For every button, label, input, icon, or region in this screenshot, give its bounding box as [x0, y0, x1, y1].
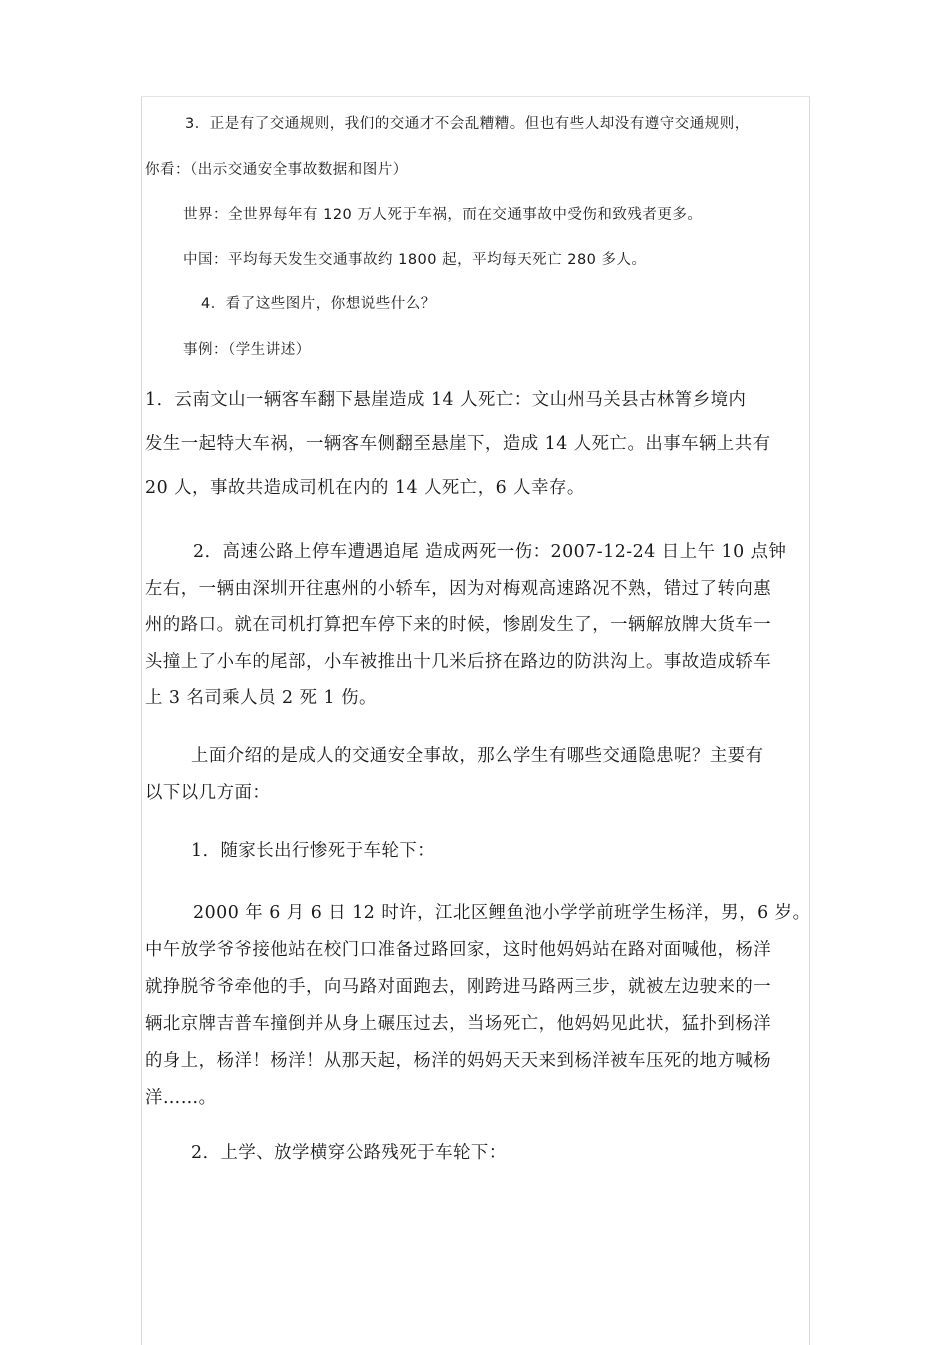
- hazard-1-line-6: 洋……。: [145, 1088, 217, 1108]
- world-statistic: 世界：全世界每年有 120 万人死于车祸，而在交通事故中受伤和致残者更多。: [183, 207, 703, 223]
- example-2-paragraph: [145, 534, 813, 717]
- hazard-1-line-1: 2000 年 6 月 6 日 12 时许，江北区鲤鱼池小学学前班学生杨洋，男，6 岁。: [193, 903, 811, 923]
- example-1-line-3: 20 人，事故共造成司机在内的 14 人死亡，6 人幸存。: [145, 478, 585, 498]
- example-1-line-2: 发生一起特大车祸，一辆客车侧翻至悬崖下，造成 14 人死亡。出事车辆上共有: [145, 434, 771, 454]
- hazard-1-story: [145, 895, 813, 1117]
- hazard-1-line-2: 中午放学爷爷接他站在校门口准备过路回家，这时他妈妈站在路对面喊他，杨洋: [145, 940, 772, 960]
- hazard-1-line-3: 就挣脱爷爷牵他的手，向马路对面跑去，刚跨进马路两三步，就被左边驶来的一: [145, 977, 772, 997]
- example-1-paragraph: [145, 378, 813, 510]
- hazard-1-title: 1．随家长出行惨死于车轮下：: [191, 841, 436, 861]
- traffic-rules-paragraph-cont: [145, 158, 813, 179]
- china-statistic: 中国：平均每天发生交通事故约 1800 起，平均每天死亡 280 多人。: [183, 252, 647, 268]
- question-4: 4．看了这些图片，你想说些什么？: [201, 296, 436, 312]
- traffic-rules-paragraph: [145, 112, 813, 133]
- example-2-line-4: 头撞上了小车的尾部，小车被推出十几米后挤在路边的防洪沟上。事故造成轿车: [145, 651, 772, 672]
- hazard-2-title: 2．上学、放学横穿公路残死于车轮下：: [191, 1143, 507, 1163]
- example-2-line-2: 左右，一辆由深圳开往惠州的小轿车，因为对梅观高速路况不熟，错过了转向惠: [145, 578, 772, 599]
- example-2-line-3: 州的路口。就在司机打算把车停下来的时候，惨剧发生了，一辆解放牌大货车一: [145, 615, 772, 635]
- student-intro-line-2: 以下以几方面：: [145, 783, 271, 803]
- examples-label: 事例：（学生讲述）: [183, 342, 311, 358]
- example-2-line-1: 2．高速公路上停车遭遇追尾 造成两死一伤：2007-12-24 日上午 10 点钟: [193, 542, 787, 562]
- student-intro-line-1: 上面介绍的是成人的交通安全事故，那么学生有哪些交通隐患呢？主要有: [191, 746, 764, 766]
- example-1-line-1: 1．云南文山一辆客车翻下悬崖造成 14 人死亡：文山州马关县古林箐乡境内: [145, 390, 747, 410]
- student-intro-paragraph: [145, 738, 813, 812]
- traffic-rules-line-1: 3．正是有了交通规则，我们的交通才不会乱糟糟。但也有些人却没有遵守交通规则，: [185, 116, 750, 132]
- example-2-line-5: 上 3 名司乘人员 2 死 1 伤。: [145, 688, 377, 708]
- traffic-rules-line-2: 你看：（出示交通安全事故数据和图片）: [145, 162, 408, 178]
- hazard-1-line-5: 的身上，杨洋！杨洋！从那天起，杨洋的妈妈天天来到杨洋被车压死的地方喊杨: [145, 1051, 772, 1071]
- hazard-1-line-4: 辆北京牌吉普车撞倒并从身上碾压过去，当场死亡，他妈妈见此状，猛扑到杨洋: [145, 1014, 772, 1034]
